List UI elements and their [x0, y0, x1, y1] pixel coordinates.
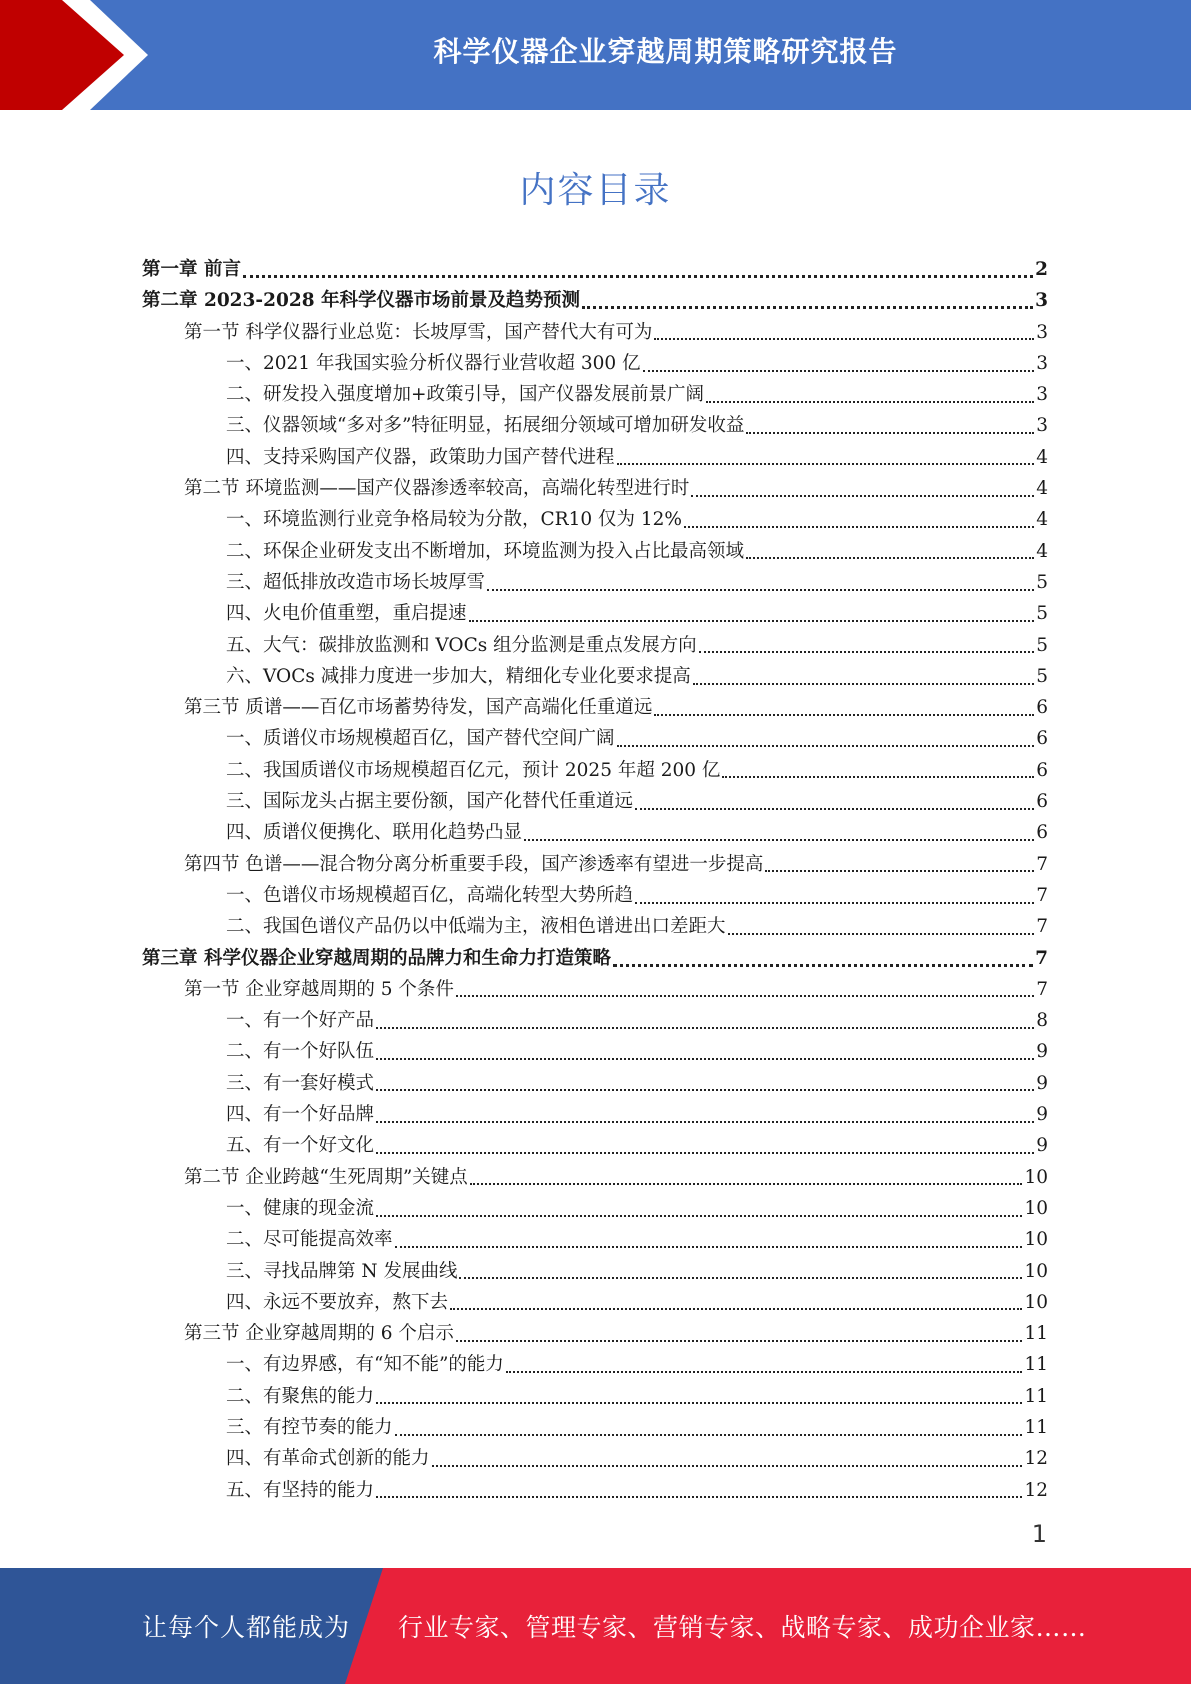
toc-dot-leader — [654, 338, 1034, 340]
toc-entry[interactable] — [142, 504, 1048, 535]
toc-entry-page: 3 — [1036, 415, 1048, 437]
footer-slogan-right: 行业专家、管理专家、营销专家、战略专家、成功企业家…… — [398, 1613, 1087, 1642]
toc-entry[interactable] — [142, 849, 1048, 880]
toc-entry-page: 10 — [1024, 1166, 1048, 1188]
toc-entry-title: 第二节 企业跨越“生死周期”关键点 — [184, 1166, 468, 1188]
toc-entry[interactable] — [142, 567, 1048, 598]
toc-entry[interactable] — [142, 1162, 1048, 1193]
toc-entry-title: 四、质谱仪便携化、联用化趋势凸显 — [226, 822, 523, 844]
toc-entry-page: 10 — [1024, 1260, 1048, 1282]
toc-entry[interactable] — [142, 1475, 1048, 1506]
toc-entry-title: 三、国际龙头占据主要份额，国产化替代任重道远 — [226, 791, 634, 813]
toc-heading: 内容目录 — [519, 170, 672, 211]
toc-entry[interactable] — [142, 661, 1048, 692]
toc-entry-page: 6 — [1036, 728, 1048, 750]
toc-entry-title: 二、我国色谱仪产品仍以中低端为主，液相色谱进出口差距大 — [226, 916, 726, 938]
toc-entry[interactable] — [142, 254, 1048, 285]
toc-entry-title: 第一节 科学仪器行业总览：长坡厚雪，国产替代大有可为 — [184, 321, 653, 343]
toc-entry[interactable] — [142, 442, 1048, 473]
toc-dot-leader — [432, 1465, 1023, 1467]
toc-entry-title: 一、有一个好产品 — [226, 1010, 375, 1032]
toc-entry[interactable] — [142, 630, 1048, 661]
toc-entry-page: 11 — [1024, 1416, 1048, 1438]
toc-entry-title: 三、寻找品牌第 N 发展曲线 — [226, 1260, 458, 1282]
toc-dot-leader — [243, 275, 1033, 278]
toc-entry-title: 第三章 科学仪器企业穿越周期的品牌力和生命力打造策略 — [142, 947, 611, 969]
toc-dot-leader — [456, 1340, 1023, 1342]
toc-entry[interactable] — [142, 1287, 1048, 1318]
toc-entry-page: 4 — [1036, 509, 1048, 531]
toc-entry-title: 第三节 质谱——百亿市场蓄势待发，国产高端化任重道远 — [184, 697, 653, 719]
toc-dot-leader — [456, 995, 1034, 997]
toc-entry-title: 三、有一套好模式 — [226, 1072, 375, 1094]
toc-dot-leader — [395, 1434, 1023, 1436]
toc-dot-leader — [728, 933, 1035, 935]
page-number: 1 — [1031, 1520, 1047, 1548]
toc-entry-page: 6 — [1036, 822, 1048, 844]
toc-dot-leader — [693, 683, 1034, 685]
toc-entry-title: 一、2021 年我国实验分析仪器行业营收超 300 亿 — [226, 352, 641, 374]
toc-entry[interactable] — [142, 348, 1048, 379]
toc-entry-page: 12 — [1024, 1479, 1048, 1501]
toc-entry[interactable] — [142, 1318, 1048, 1349]
toc-entry[interactable] — [142, 692, 1048, 723]
toc-entry-page: 4 — [1036, 540, 1048, 562]
toc-entry-page: 11 — [1024, 1385, 1048, 1407]
toc-dot-leader — [524, 839, 1034, 841]
toc-entry-page: 4 — [1036, 478, 1048, 500]
page-header — [0, 0, 1191, 110]
toc-dot-leader — [459, 1277, 1022, 1279]
toc-dot-leader — [376, 1152, 1034, 1154]
toc-entry-page: 3 — [1035, 290, 1048, 312]
toc-dot-leader — [376, 1496, 1022, 1498]
toc-dot-leader — [746, 557, 1034, 559]
toc-entry-title: 第三节 企业穿越周期的 6 个启示 — [184, 1323, 454, 1345]
toc-dot-leader — [376, 1215, 1022, 1217]
toc-entry-title: 四、永远不要放弃，熬下去 — [226, 1291, 449, 1313]
toc-entry-title: 三、超低排放改造市场长坡厚雪 — [226, 571, 486, 593]
toc-entry[interactable] — [142, 1036, 1048, 1067]
toc-entry-title: 六、VOCs 减排力度进一步加大，精细化专业化要求提高 — [226, 665, 691, 687]
toc-entry-page: 6 — [1036, 759, 1048, 781]
toc-dot-leader — [487, 589, 1034, 591]
toc-entry-page: 3 — [1036, 352, 1048, 374]
toc-entry-page: 11 — [1024, 1354, 1048, 1376]
toc-entry-title: 第一章 前言 — [142, 259, 241, 280]
toc-dot-leader — [706, 401, 1034, 403]
toc-dot-leader — [450, 1308, 1022, 1310]
toc-entry-page: 7 — [1036, 916, 1048, 938]
footer-slogan-left: 让每个人都能成为 — [142, 1613, 351, 1642]
toc-entry[interactable] — [142, 379, 1048, 410]
toc-entry[interactable] — [142, 974, 1048, 1005]
toc-dot-leader — [376, 1058, 1034, 1060]
toc-entry-title: 一、色谱仪市场规模超百亿，高端化转型大势所趋 — [226, 884, 634, 906]
toc-dot-leader — [765, 870, 1034, 872]
toc-entry-title: 二、尽可能提高效率 — [226, 1229, 393, 1251]
toc-entry-page: 10 — [1024, 1229, 1048, 1251]
toc-dot-leader — [469, 620, 1035, 622]
toc-entry-title: 五、大气：碳排放监测和 VOCs 组分监测是重点发展方向 — [226, 634, 697, 656]
toc-entry-page: 7 — [1036, 978, 1048, 1000]
toc-entry-title: 一、有边界感，有“知不能”的能力 — [226, 1354, 504, 1376]
toc-entry-page: 10 — [1024, 1291, 1048, 1313]
toc-dot-leader — [654, 714, 1034, 716]
toc-entry[interactable] — [142, 755, 1048, 786]
toc-entry-page: 9 — [1036, 1104, 1048, 1126]
toc-dot-leader — [691, 495, 1034, 497]
toc-entry[interactable] — [142, 410, 1048, 441]
toc-entry-page: 12 — [1024, 1448, 1048, 1470]
toc-entry-title: 四、有革命式创新的能力 — [226, 1448, 430, 1470]
toc-entry-page: 2 — [1035, 259, 1048, 280]
toc-entry-page: 7 — [1036, 853, 1048, 875]
toc-entry-page: 7 — [1036, 884, 1048, 906]
toc-dot-leader — [635, 902, 1034, 904]
toc-dot-leader — [613, 964, 1033, 967]
toc-dot-leader — [722, 776, 1034, 778]
page-footer — [0, 1568, 1191, 1684]
toc-entry[interactable] — [142, 1412, 1048, 1443]
toc-dot-leader — [643, 370, 1035, 372]
toc-dot-leader — [684, 526, 1034, 528]
toc-entry[interactable] — [142, 723, 1048, 754]
toc-entry-page: 3 — [1036, 321, 1048, 343]
toc-entry[interactable] — [142, 1099, 1048, 1130]
toc-entry-page: 6 — [1036, 697, 1048, 719]
toc-entry-title: 第四节 色谱——混合物分离分析重要手段，国产渗透率有望进一步提高 — [184, 853, 764, 875]
toc-entry[interactable] — [142, 285, 1048, 316]
toc-entry-page: 9 — [1036, 1135, 1048, 1157]
toc-entry[interactable] — [142, 911, 1048, 942]
toc-entry[interactable] — [142, 1349, 1048, 1380]
toc-entry-page: 7 — [1035, 947, 1048, 969]
toc-dot-leader — [617, 463, 1035, 465]
toc-entry[interactable] — [142, 1130, 1048, 1161]
toc-entry-page: 10 — [1024, 1197, 1048, 1219]
toc-entry-title: 二、我国质谱仪市场规模超百亿元，预计 2025 年超 200 亿 — [226, 759, 721, 781]
toc-entry[interactable] — [142, 943, 1048, 974]
toc-entry[interactable] — [142, 473, 1048, 504]
toc-entry-title: 第二章 2023-2028 年科学仪器市场前景及趋势预测 — [142, 290, 581, 312]
toc-entry-page: 9 — [1036, 1072, 1048, 1094]
toc-entry-title: 四、火电价值重塑，重启提速 — [226, 603, 467, 625]
toc-entry[interactable] — [142, 1224, 1048, 1255]
table-of-contents — [142, 254, 1048, 1506]
toc-entry[interactable] — [142, 1068, 1048, 1099]
toc-dot-leader — [582, 306, 1033, 309]
toc-entry[interactable] — [142, 880, 1048, 911]
toc-entry-title: 二、有聚焦的能力 — [226, 1385, 375, 1407]
toc-dot-leader — [506, 1371, 1023, 1373]
toc-entry-title: 一、质谱仪市场规模超百亿，国产替代空间广阔 — [226, 728, 615, 750]
toc-dot-leader — [376, 1089, 1034, 1091]
toc-entry-page: 9 — [1036, 1041, 1048, 1063]
toc-dot-leader — [470, 1183, 1023, 1185]
toc-entry-title: 四、支持采购国产仪器，政策助力国产替代进程 — [226, 446, 615, 468]
toc-dot-leader — [617, 745, 1035, 747]
toc-entry-page: 3 — [1036, 384, 1048, 406]
toc-entry-title: 一、环境监测行业竞争格局较为分散，CR10 仅为 12% — [226, 509, 683, 531]
toc-entry-page: 5 — [1036, 603, 1048, 625]
toc-entry-title: 四、有一个好品牌 — [226, 1104, 375, 1126]
toc-entry[interactable] — [142, 1193, 1048, 1224]
toc-dot-leader — [376, 1402, 1022, 1404]
toc-dot-leader — [395, 1246, 1023, 1248]
header-title: 科学仪器企业穿越周期策略研究报告 — [433, 35, 898, 68]
toc-entry-title: 五、有一个好文化 — [226, 1135, 375, 1157]
toc-entry[interactable] — [142, 1256, 1048, 1287]
toc-dot-leader — [635, 808, 1034, 810]
toc-entry[interactable] — [142, 317, 1048, 348]
toc-entry-page: 5 — [1036, 665, 1048, 687]
toc-entry-page: 11 — [1024, 1323, 1048, 1345]
toc-entry[interactable] — [142, 536, 1048, 567]
toc-entry-title: 第二节 环境监测——国产仪器渗透率较高，高端化转型进行时 — [184, 478, 690, 500]
toc-entry-page: 6 — [1036, 791, 1048, 813]
toc-entry-page: 8 — [1036, 1010, 1048, 1032]
toc-entry[interactable] — [142, 598, 1048, 629]
toc-entry[interactable] — [142, 786, 1048, 817]
toc-entry[interactable] — [142, 1443, 1048, 1474]
toc-entry-title: 三、有控节奏的能力 — [226, 1416, 393, 1438]
toc-entry-page: 4 — [1036, 446, 1048, 468]
toc-entry-title: 二、研发投入强度增加+政策引导，国产仪器发展前景广阔 — [226, 384, 705, 406]
toc-dot-leader — [699, 651, 1035, 653]
toc-entry[interactable] — [142, 817, 1048, 848]
toc-entry-title: 一、健康的现金流 — [226, 1197, 375, 1219]
toc-dot-leader — [376, 1027, 1034, 1029]
toc-dot-leader — [376, 1121, 1034, 1123]
toc-entry-title: 二、环保企业研发支出不断增加，环境监测为投入占比最高领域 — [226, 540, 745, 562]
toc-entry-title: 三、仪器领域“多对多”特征明显，拓展细分领域可增加研发收益 — [226, 415, 745, 437]
toc-entry-title: 第一节 企业穿越周期的 5 个条件 — [184, 978, 454, 1000]
toc-entry[interactable] — [142, 1005, 1048, 1036]
toc-entry-page: 5 — [1036, 634, 1048, 656]
toc-entry-page: 5 — [1036, 571, 1048, 593]
toc-entry-title: 五、有坚持的能力 — [226, 1479, 375, 1501]
toc-dot-leader — [746, 432, 1034, 434]
toc-entry[interactable] — [142, 1381, 1048, 1412]
toc-entry-title: 二、有一个好队伍 — [226, 1041, 375, 1063]
